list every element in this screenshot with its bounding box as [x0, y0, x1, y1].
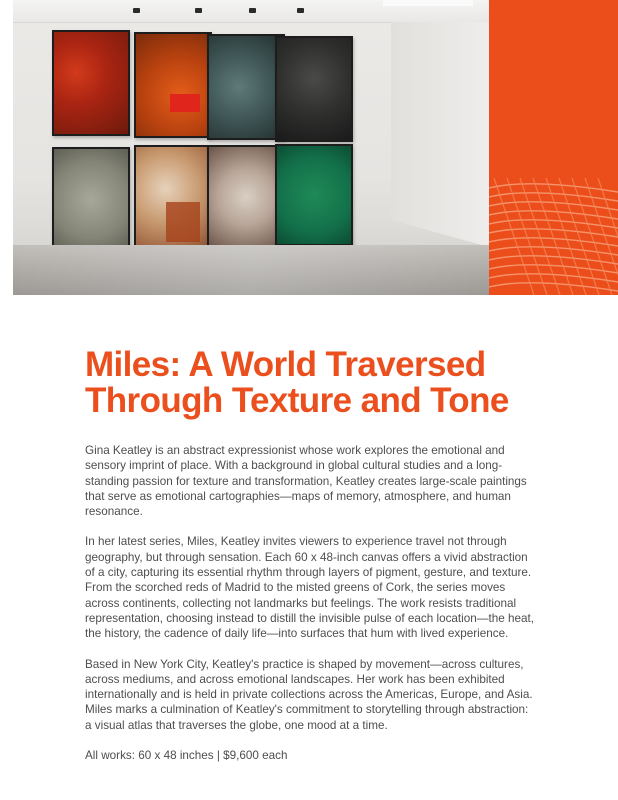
article-title: Miles: A World Traversed Through Texture and Tone: [85, 345, 509, 420]
pricing-line: All works: 60 x 48 inches | $9,600 each: [85, 749, 288, 763]
painting-red: [52, 30, 130, 136]
painting-beige: [207, 145, 285, 249]
painting-orange: [134, 32, 212, 138]
spotlight-icon: [195, 8, 202, 13]
painting-charcoal: [275, 36, 353, 142]
spotlight-icon: [133, 8, 140, 13]
wave-pattern-icon: [489, 178, 618, 295]
body-paragraph-1: Gina Keatley is an abstract expressionist whose work explores the emotional and sensory imprint of place. With a background in global cultural studies and a long-standing passion for texture and transformation, Keatley creates large-scale paintings that serve as emotional cartographies—maps of memory, atmosphere, and human resonance.: [85, 444, 527, 519]
orange-accent-panel: [489, 0, 618, 295]
body-paragraph-2: In her latest series, Miles, Keatley invites viewers to experience travel not through geography, but through sensation. Each 60 x 48-inch canvas offers a vivid abstraction of a city, capturing its essential rhythm through layers of pigment, gesture, and texture. From the scorched reds of Madrid to the misted greens of Cork, the series moves across continents, collecting not landmarks but feelings. The work resists traditional representation, choosing instead to distill the invisible pulse of each location—the heat, the history, the cadence of daily life—into surfaces that hum with lived experience.: [85, 535, 534, 641]
painting-cream-rust: [134, 145, 212, 253]
body-paragraph-3: Based in New York City, Keatley's practice is shaped by movement—across cultures, across mediums, and across emotional landscapes. Her work has been exhibited internationally and is held in private collections across the Americas, Europe, and Asia. Miles marks a culmination of Keatley's commitment to storytelling through abstraction: a visual atlas that traverses the globe, one mood at a time.: [85, 657, 533, 732]
hero-gallery-image: [13, 0, 489, 295]
painting-green: [275, 144, 353, 246]
gallery-skylight: [383, 0, 473, 6]
spotlight-icon: [249, 8, 256, 13]
painting-teal: [207, 34, 285, 140]
painting-grey: [52, 147, 130, 253]
gallery-side-wall: [391, 22, 489, 247]
article-body: [85, 443, 535, 778]
spotlight-icon: [297, 8, 304, 13]
